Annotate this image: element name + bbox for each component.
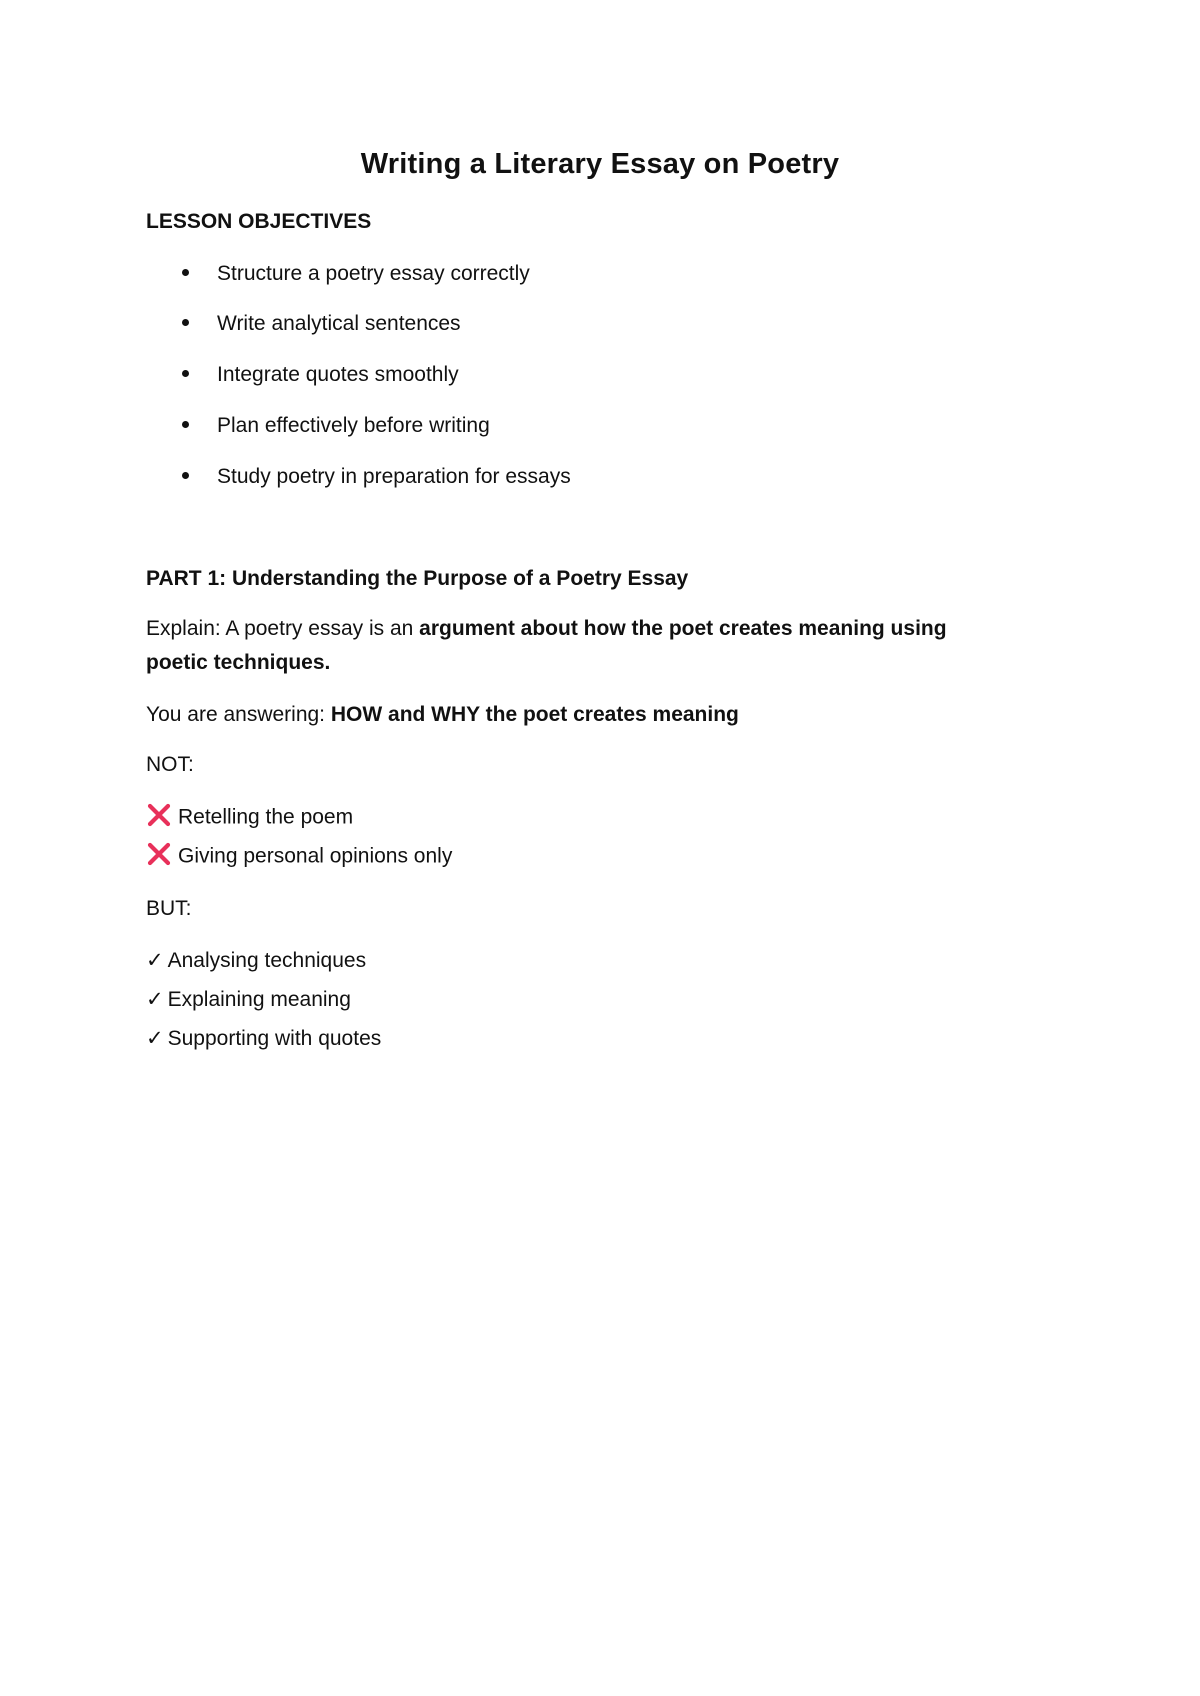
not-label: NOT: <box>146 753 194 776</box>
objectives-heading: LESSON OBJECTIVES <box>146 210 372 233</box>
check-icon: ✓ <box>146 1027 164 1050</box>
answering-prefix: You are answering: <box>146 703 331 726</box>
bullet-icon <box>182 370 189 377</box>
but-item-text: Analysing techniques <box>167 949 367 972</box>
bullet-icon <box>182 319 189 326</box>
cross-icon <box>146 802 172 828</box>
objective-item <box>182 414 490 438</box>
not-item <box>146 844 452 870</box>
check-icon: ✓ <box>146 988 164 1011</box>
not-item-text: Giving personal opinions only <box>178 844 453 868</box>
part1-heading: PART 1: Understanding the Purpose of a Poetry Essay <box>146 567 689 590</box>
explain-line-1 <box>146 617 947 641</box>
but-item-text: Supporting with quotes <box>167 1027 382 1050</box>
explain-bold-text: argument about how the poet creates meaning using <box>419 617 947 640</box>
objective-text: Structure a poetry essay correctly <box>217 262 530 285</box>
objective-text: Study poetry in preparation for essays <box>217 465 571 488</box>
explain-prefix: Explain: A poetry essay is an <box>146 617 420 640</box>
but-item <box>146 948 366 973</box>
objective-text: Plan effectively before writing <box>217 414 490 437</box>
cross-icon <box>146 841 172 867</box>
but-item <box>146 1026 381 1051</box>
bullet-icon <box>182 472 189 479</box>
answering-bold-text: HOW and WHY the poet creates meaning <box>330 703 739 726</box>
objective-item <box>182 363 459 387</box>
but-label: BUT: <box>146 897 192 920</box>
but-item <box>146 987 351 1012</box>
objective-item <box>182 312 461 336</box>
page-title: Writing a Literary Essay on Poetry <box>360 148 840 180</box>
not-item-text: Retelling the poem <box>178 805 354 829</box>
but-item-text: Explaining meaning <box>167 988 351 1011</box>
answering-line <box>146 703 739 727</box>
objective-text: Write analytical sentences <box>217 312 461 335</box>
bullet-icon <box>182 269 189 276</box>
bullet-icon <box>182 421 189 428</box>
objective-text: Integrate quotes smoothly <box>217 363 459 386</box>
check-icon: ✓ <box>146 949 164 972</box>
objective-item <box>182 465 571 489</box>
explain-line-2: poetic techniques. <box>146 651 331 674</box>
objective-item <box>182 262 530 286</box>
not-item <box>146 805 353 831</box>
